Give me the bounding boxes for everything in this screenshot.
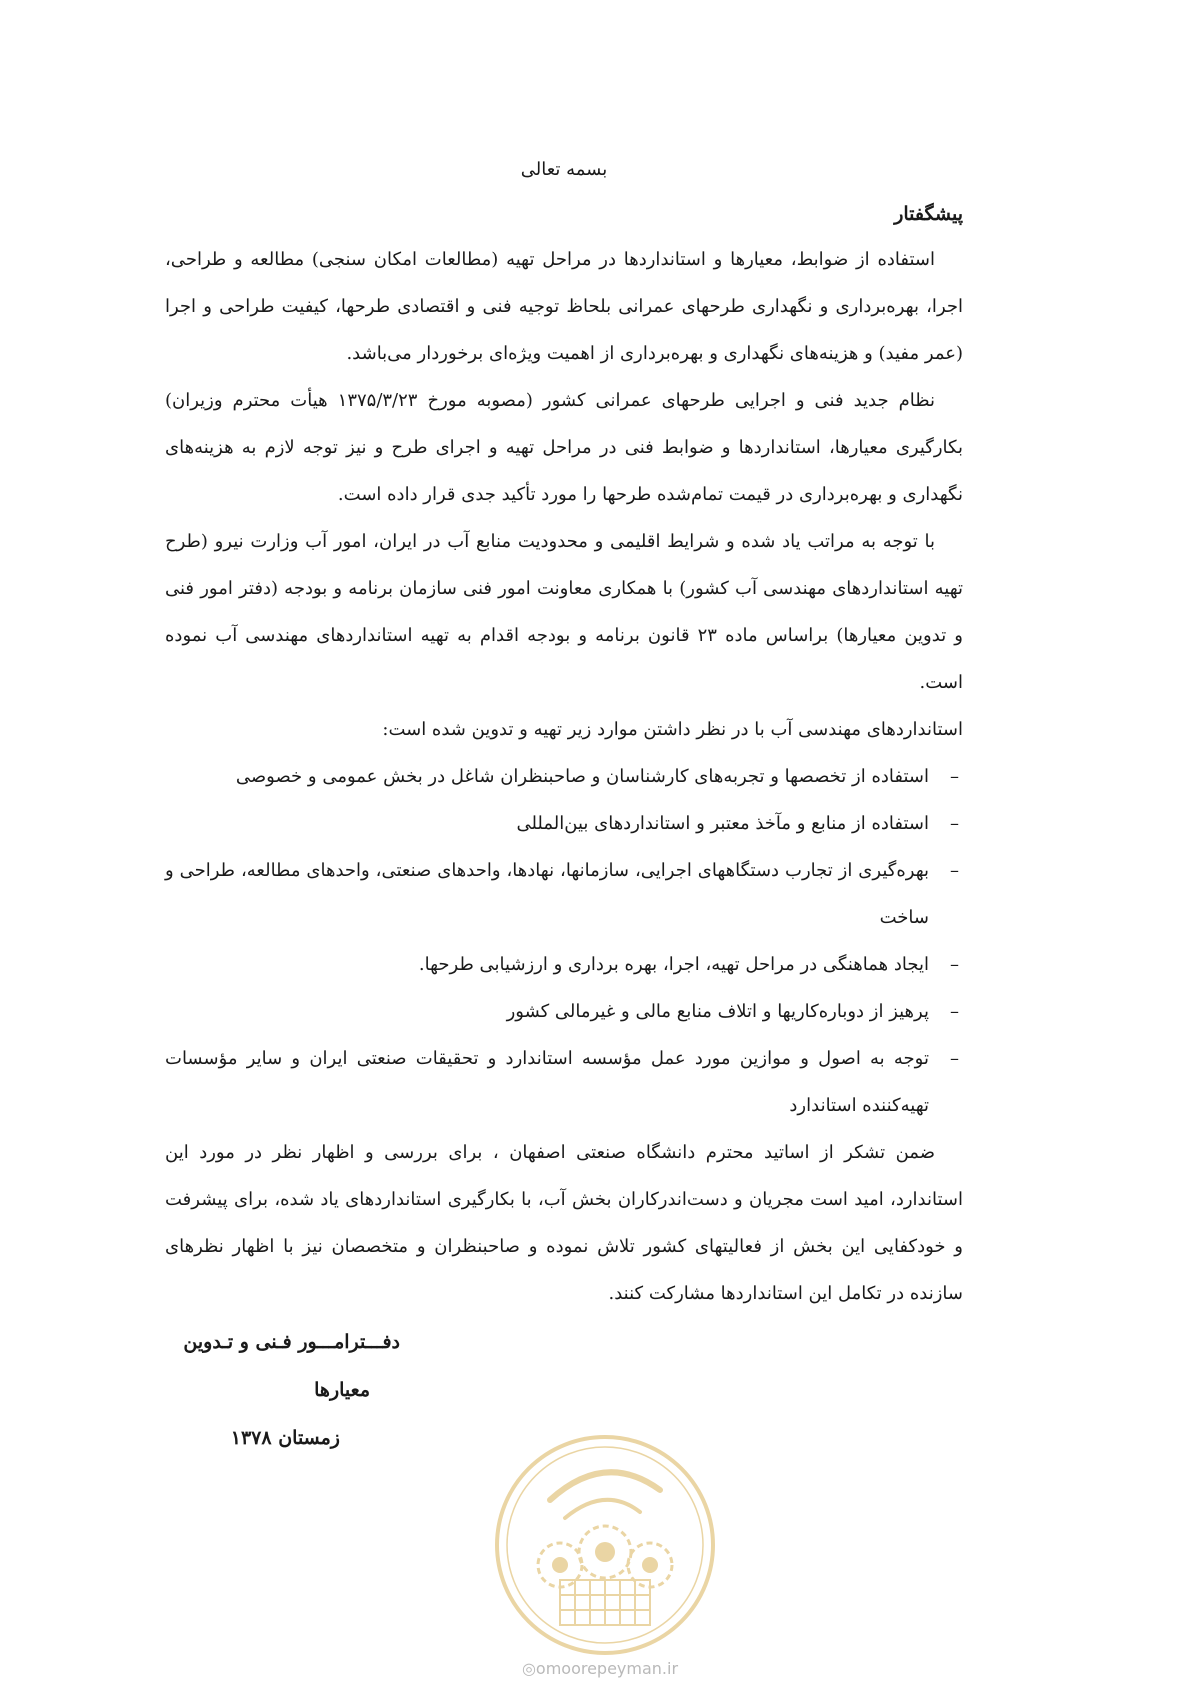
list-item (165, 1035, 963, 1129)
preface-body (165, 150, 963, 1317)
bullet-dash: – (950, 1001, 959, 1022)
signature-block (160, 1318, 400, 1462)
globe-icon: ◎ (521, 1659, 536, 1678)
paragraph-2: نظام جدید فنی و اجرایی طرحهای عمرانی کشور (مصوبه مورخ ۱۳۷۵/۳/۲۳ هیأت محترم وزیران) بکارگیری معیارها، استانداردها و ضوابط فنی در مراحل تهیه و اجرای طرح و نیز توجه لازم به هزینه‌های نگهداری و بهره‌برداری در قیمت تمام‌شده طرحها را مورد تأکید جدی قرار داده است. (165, 390, 963, 505)
list-item (165, 800, 963, 847)
watermark-url-text: omoorepeyman.ir (535, 1659, 679, 1678)
list-item (165, 941, 963, 988)
list-item-text: ایجاد هماهنگی در مراحل تهیه، اجرا، بهره برداری و ارزشیابی طرحها. (418, 954, 929, 975)
list-intro: استانداردهای مهندسی آب با در نظر داشتن موارد زیر تهیه و تدوین شده است: (382, 719, 963, 740)
paragraph-3: با توجه به مراتب یاد شده و شرایط اقلیمی و محدودیت منابع آب در ایران، امور آب وزارت نیرو (طرح تهیه استانداردهای مهندسی آب کشور) با همکاری معاونت امور فنی سازمان برنامه و بودجه (دفتر امور فنی و تدوین معیارها) براساس ماده ۲۳ قانون برنامه و بودجه اقدام به تهیه استانداردهای مهندسی آب نموده است. (165, 531, 963, 693)
list-item-text: توجه به اصول و موازین مورد عمل مؤسسه استاندارد و تحقیقات صنعتی ایران و سایر مؤسسات تهیه‌کننده استاندارد (165, 1048, 929, 1116)
bullet-dash: – (950, 860, 959, 881)
watermark-logo (490, 1430, 720, 1660)
list-item (165, 753, 963, 800)
bullet-list (165, 753, 963, 1129)
signature-unit: معیارها (314, 1379, 370, 1401)
bullet-dash: – (950, 766, 959, 787)
bullet-dash: – (950, 1048, 959, 1069)
list-item (165, 847, 963, 941)
bullet-dash: – (950, 954, 959, 975)
list-item-text: بهره‌گیری از تجارب دستگاههای اجرایی، سازمانها، نهادها، واحدهای صنعتی، واحدهای مطالعه، طراحی و ساخت (165, 860, 929, 928)
section-heading: پیشگفتار (894, 203, 963, 225)
bullet-dash: – (950, 813, 959, 834)
signature-office: دفـــترامـــور فـنی و تـدوین (183, 1331, 400, 1353)
watermark-url (495, 1659, 705, 1678)
list-item-text: پرهیز از دوباره‌کاریها و اتلاف منابع مالی و غیرمالی کشور (506, 1001, 929, 1022)
basmala: بسمه تعالی (520, 159, 608, 180)
list-item-text: استفاده از منابع و مآخذ معتبر و استانداردهای بین‌المللی (516, 813, 929, 834)
signature-date: زمستان ۱۳۷۸ (230, 1427, 340, 1449)
list-item-text: استفاده از تخصصها و تجربه‌های کارشناسان و صاحبنظران شاغل در بخش عمومی و خصوصی (235, 766, 929, 787)
closing-paragraph: ضمن تشکر از اساتید محترم دانشگاه صنعتی اصفهان ، برای بررسی و اظهار نظر در مورد این استاندارد، امید است مجریان و دست‌اندرکاران بخش آب، با بکارگیری استانداردهای یاد شده، برای پیشرفت و خودکفایی این بخش از فعالیتهای کشور تلاش نموده و صاحبنظران و متخصصان نیز با اظهار نظرهای سازنده در تکامل این استانداردها مشارکت کنند. (165, 1142, 963, 1304)
paragraph-1: استفاده از ضوابط، معیارها و استانداردها در مراحل تهیه (مطالعات امکان سنجی) مطالعه و طراحی، اجرا، بهره‌برداری و نگهداری طرحهای عمرانی بلحاظ توجیه فنی و اقتصادی طرحها، کیفیت طراحی و اجرا (عمر مفید) و هزینه‌های نگهداری و بهره‌برداری از اهمیت ویژه‌ای برخوردار می‌باشد. (165, 249, 963, 364)
list-item (165, 988, 963, 1035)
